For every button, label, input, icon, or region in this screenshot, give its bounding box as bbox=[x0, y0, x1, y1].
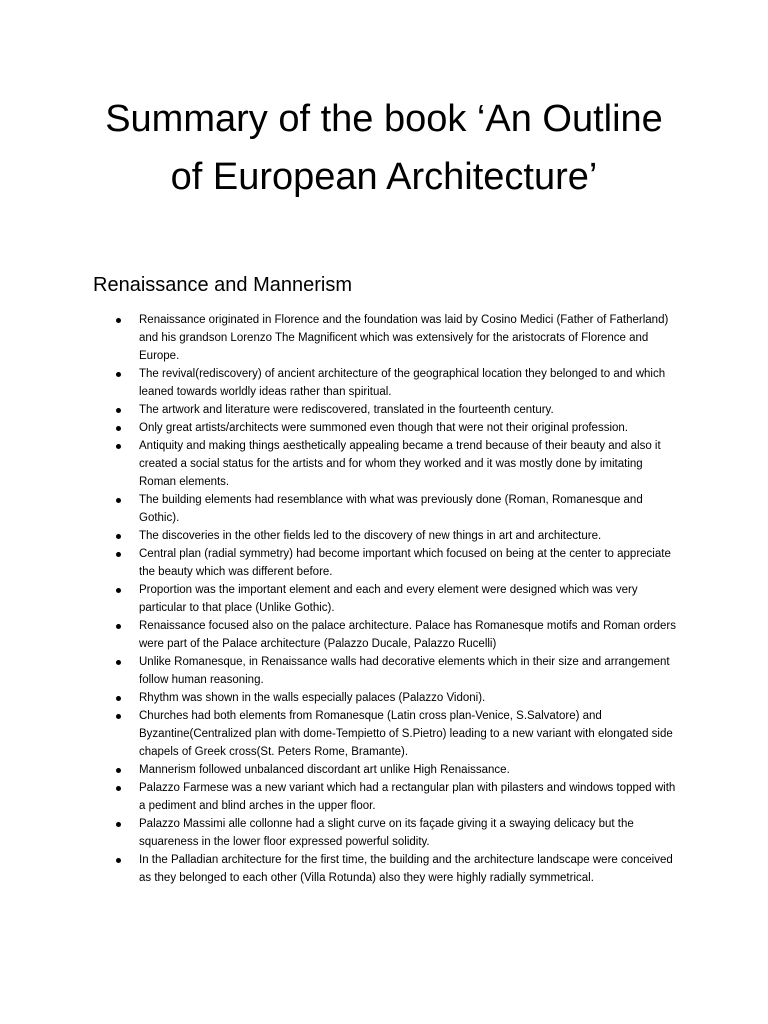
list-item bbox=[114, 311, 679, 365]
list-item-text: Central plan (radial symmetry) had become important which focused on being at the center to appreciate the beauty which was different before. bbox=[139, 548, 671, 578]
list-item-text: Renaissance originated in Florence and the foundation was laid by Cosino Medici (Father of Fatherland) and his grandson Lorenzo The Magnificent which was extensively for the aristocrats of Florence and Europe. bbox=[139, 314, 669, 362]
list-item bbox=[114, 851, 679, 887]
bullet-icon bbox=[116, 822, 121, 827]
list-item-text: Palazzo Farmese was a new variant which had a rectangular plan with pilasters and windows topped with a pediment and blind arches in the upper floor. bbox=[139, 782, 676, 812]
list-item-text: Palazzo Massimi alle collonne had a slight curve on its façade giving it a swaying delicacy but the squareness in the lower floor expressed powerful solidity. bbox=[139, 818, 634, 848]
bullet-icon bbox=[116, 786, 121, 791]
bullet-icon bbox=[116, 624, 121, 629]
list-item bbox=[114, 779, 679, 815]
list-item bbox=[114, 617, 679, 653]
list-item-text: Rhythm was shown in the walls especially palaces (Palazzo Vidoni). bbox=[139, 692, 486, 704]
list-item-text: Only great artists/architects were summoned even though that were not their original profession. bbox=[139, 422, 628, 434]
bullet-icon bbox=[116, 696, 121, 701]
list-item-text: In the Palladian architecture for the first time, the building and the architecture landscape were conceived as they belonged to each other (Villa Rotunda) also they were highly radially symmetrical. bbox=[139, 854, 673, 884]
list-item-text: Renaissance focused also on the palace architecture. Palace has Romanesque motifs and Roman orders were part of the Palace architecture (Palazzo Ducale, Palazzo Rucelli) bbox=[139, 620, 676, 650]
list-item bbox=[114, 581, 679, 617]
list-item bbox=[114, 545, 679, 581]
list-item bbox=[114, 401, 679, 419]
list-item bbox=[114, 527, 679, 545]
list-item bbox=[114, 815, 679, 851]
bullet-icon bbox=[116, 318, 121, 323]
bullet-icon bbox=[116, 426, 121, 431]
list-item bbox=[114, 437, 679, 491]
list-item bbox=[114, 707, 679, 761]
bullet-icon bbox=[116, 714, 121, 719]
bullet-list bbox=[114, 311, 679, 887]
list-item-text: The revival(rediscovery) of ancient architecture of the geographical location they belonged to and which leaned towards worldly ideas rather than spiritual. bbox=[139, 368, 666, 398]
section-heading: Renaissance and Mannerism bbox=[93, 274, 353, 296]
bullet-icon bbox=[116, 660, 121, 665]
bullet-icon bbox=[116, 858, 121, 863]
list-item bbox=[114, 653, 679, 689]
list-item-text: Churches had both elements from Romanesque (Latin cross plan-Venice, S.Salvatore) and Byzantine(Centralized plan with dome-Tempietto of S.Pietro) leading to a new variant with elongated side chapels of Greek cross(St. Peters Rome, Bramante). bbox=[139, 710, 673, 758]
bullet-icon bbox=[116, 498, 121, 503]
document-title: Summary of the book ‘An Outline of European Architecture’ bbox=[105, 98, 663, 198]
list-item bbox=[114, 689, 679, 707]
bullet-icon bbox=[116, 534, 121, 539]
list-item-text: Unlike Romanesque, in Renaissance walls had decorative elements which in their size and arrangement follow human reasoning. bbox=[139, 656, 670, 686]
list-item-text: Mannerism followed unbalanced discordant art unlike High Renaissance. bbox=[139, 764, 510, 776]
bullet-icon bbox=[116, 444, 121, 449]
list-item bbox=[114, 761, 679, 779]
list-item-text: The building elements had resemblance with what was previously done (Roman, Romanesque and Gothic). bbox=[139, 494, 643, 524]
bullet-icon bbox=[116, 408, 121, 413]
bullet-icon bbox=[116, 372, 121, 377]
list-item bbox=[114, 365, 679, 401]
bullet-icon bbox=[116, 552, 121, 557]
list-item-text: Proportion was the important element and each and every element were designed which was very particular to that place (Unlike Gothic). bbox=[139, 584, 638, 614]
list-item-text: The artwork and literature were rediscovered, translated in the fourteenth century. bbox=[139, 404, 554, 416]
list-item-text: The discoveries in the other fields led to the discovery of new things in art and architecture. bbox=[139, 530, 602, 542]
list-item bbox=[114, 491, 679, 527]
list-item bbox=[114, 419, 679, 437]
list-item-text: Antiquity and making things aesthetically appealing became a trend because of their beauty and also it created a social status for the artists and for whom they worked and it was mostly done by imitating Roman elements. bbox=[139, 440, 661, 488]
bullet-icon bbox=[116, 588, 121, 593]
bullet-icon bbox=[116, 768, 121, 773]
